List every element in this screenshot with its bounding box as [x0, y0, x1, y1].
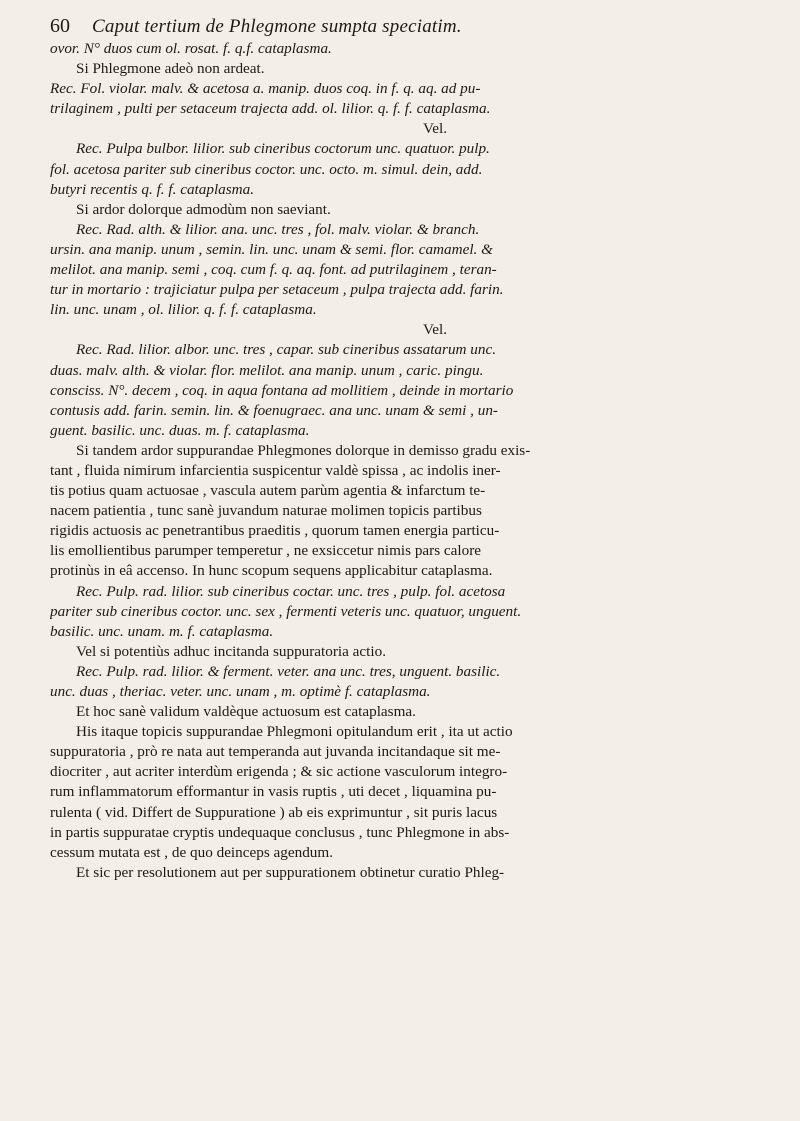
text-line: consciss. N°. decem , coq. in aqua fontana ad mollitiem , deinde in mortario [50, 381, 514, 399]
text-line: Si tandem ardor suppurandae Phlegmones dolorque in demisso gradu exis- [76, 441, 531, 459]
text-line: lis emollientibus parumper temperetur , ne exsiccetur nimis pars calore [50, 542, 482, 560]
text-line: cessum mutata est , de quo deinceps agendum. [50, 843, 334, 861]
text-line: trilaginem , pulti per setaceum trajecta add. ol. lilior. q. f. f. cataplasma. [50, 100, 491, 118]
page-header [50, 14, 760, 39]
text-line: ovor. N° duos cum ol. rosat. f. q.f. cataplasma. [50, 40, 332, 57]
text-line: contusis add. farin. semin. lin. & foenugraec. ana unc. unam & semi , un- [50, 401, 498, 419]
text-line: pariter sub cineribus coctor. unc. sex , fermenti veteris unc. quatuor, unguent. [50, 602, 522, 620]
text-line: His itaque topicis suppurandae Phlegmoni opitulandum erit , ita ut actio [76, 723, 513, 741]
text-line: Rec. Pulp. rad. lilior. sub cineribus coctar. unc. tres , pulp. fol. acetosa [76, 582, 506, 600]
text-line: Rec. Pulpa bulbor. lilior. sub cineribus coctorum unc. quatuor. pulp. [76, 140, 490, 158]
text-line: suppuratoria , prò re nata aut temperanda aut juvanda incitandaque sit me- [50, 743, 501, 761]
text-line: rum inflammatorum efformantur in vasis ruptis , uti decet , liquamina pu- [50, 783, 497, 801]
text-line: basilic. unc. unam. m. f. cataplasma. [50, 622, 274, 640]
running-title: Caput tertium de Phlegmone sumpta speciatim. [92, 16, 462, 37]
text-line: nacem patientia , tunc sanè juvandum naturae molimen topicis partibus [50, 502, 482, 520]
text-line: Et sic per resolutionem aut per suppurationem obtinetur curatio Phleg- [76, 863, 505, 881]
text-line: duas. malv. alth. & violar. flor. melilot. ana manip. unum , caric. pingu. [50, 361, 484, 379]
text-line: Si Phlegmone adeò non ardeat. [76, 60, 265, 78]
page-number: 60 [50, 15, 70, 37]
text-line: tis potius quam actuosae , vascula autem parùm agentia & infarctum te- [50, 482, 486, 500]
text-line: lin. unc. unam , ol. lilior. q. f. f. cataplasma. [50, 301, 317, 319]
text-line: Si ardor dolorque admodùm non saeviant. [76, 200, 331, 218]
body-text [50, 39, 760, 883]
text-line: diocriter , aut acriter interdùm erigenda ; & sic actione vasculorum integro- [50, 763, 508, 781]
text-line: Vel si potentiùs adhuc incitanda suppuratoria actio. [76, 642, 386, 660]
text-line: tur in mortario : trajiciatur pulpa per setaceum , pulpa trajecta add. farin. [50, 281, 504, 299]
text-line: Vel. [422, 321, 448, 339]
text-line: butyri recentis q. f. f. cataplasma. [50, 180, 255, 198]
text-line: fol. acetosa pariter sub cineribus coctor. unc. octo. m. simul. dein, add. [50, 160, 483, 178]
text-line: rigidis actuosis ac penetrantibus praeditis , quorum tamen energia particu- [50, 522, 500, 540]
text-line: in partis suppuratae cryptis undequaque conclusus , tunc Phlegmone in abs- [50, 823, 510, 841]
text-line: ursin. ana manip. unum , semin. lin. unc. unam & semi. flor. camamel. & [50, 240, 493, 258]
text-line: Vel. [422, 120, 448, 138]
text-line: Rec. Rad. alth. & lilior. ana. unc. tres , fol. malv. violar. & branch. [76, 220, 480, 238]
text-line: guent. basilic. unc. duas. m. f. cataplasma. [50, 421, 310, 439]
text-line: Rec. Pulp. rad. lilior. & ferment. veter. ana unc. tres, unguent. basilic. [76, 662, 501, 680]
text-line: Rec. Rad. lilior. albor. unc. tres , capar. sub cineribus assatarum unc. [76, 341, 497, 359]
text-line: unc. duas , theriac. veter. unc. unam , m. optimè f. cataplasma. [50, 683, 431, 700]
text-line: rulenta ( vid. Differt de Suppuratione ) ab eis exprimuntur , sit puris lacus [50, 803, 498, 821]
text-line: tant , fluida nimirum infarcientia suspicentur valdè spissa , ac indolis iner- [50, 461, 501, 479]
text-line: melilot. ana manip. semi , coq. cum f. q. aq. font. ad putrilaginem , teran- [50, 261, 497, 279]
text-line: Et hoc sanè validum valdèque actuosum est cataplasma. [76, 703, 416, 721]
text-line: Rec. Fol. violar. malv. & acetosa a. manip. duos coq. in f. q. aq. ad pu- [50, 80, 481, 98]
text-line: protinùs in eâ accenso. In hunc scopum sequens applicabitur cataplasma. [50, 562, 493, 580]
